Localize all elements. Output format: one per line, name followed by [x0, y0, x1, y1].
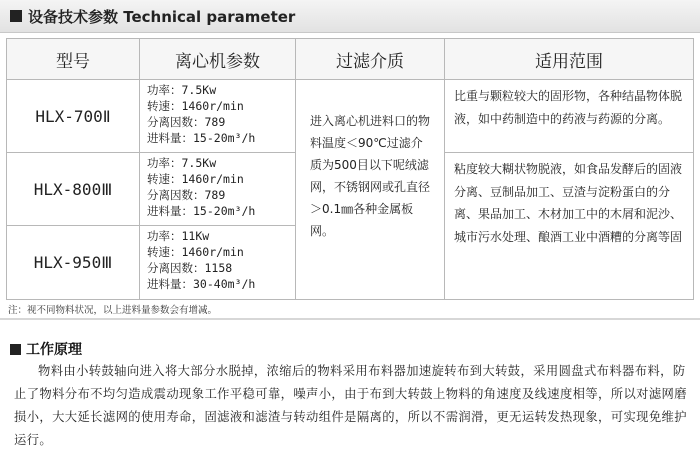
param-power: 功率：11Kw — [147, 229, 210, 243]
param-power: 功率：7.5Kw — [147, 83, 217, 97]
param-separation-factor: 分离因数：789 — [147, 188, 226, 202]
model-cell: HLX-700Ⅱ — [6, 79, 140, 153]
divider — [0, 318, 700, 320]
square-bullet-icon — [10, 10, 22, 22]
table-footnote: 注：视不同物料状况，以上进料量参数会有增减。 — [8, 305, 218, 316]
param-feed-rate: 进料量：15-20m³/h — [147, 131, 256, 145]
param-speed: 转速：1460r/min — [147, 99, 244, 113]
section-header — [0, 0, 700, 33]
param-feed-rate: 进料量：30-40m³/h — [147, 277, 256, 291]
working-principle-title: 工作原理 — [26, 342, 82, 358]
param-cell — [139, 79, 296, 153]
param-separation-factor: 分离因数：789 — [147, 115, 226, 129]
param-cell — [139, 225, 296, 300]
param-speed: 转速：1460r/min — [147, 172, 244, 186]
column-header-model: 型号 — [6, 38, 140, 80]
param-power: 功率：7.5Kw — [147, 156, 217, 170]
model-cell: HLX-950Ⅲ — [6, 225, 140, 300]
application-cell: 粘度较大糊状物脱液，如食品发酵后的固液分离、豆制品加工、豆渣与淀粉蛋白的分离、果品加工、木材加工中的木屑和泥沙、城市污水处理、酿酒工业中酒糟的分离等固 — [444, 152, 694, 300]
param-cell — [139, 152, 296, 226]
parameter-table — [6, 38, 694, 300]
square-bullet-icon — [10, 344, 21, 355]
working-principle-text: 物料由小转鼓轴向进入将大部分水脱掉，浓缩后的物料采用布料器加速旋转布到大转鼓，采用圆盘式布料器布料，防止了物料分布不均匀造成震动现象工作平稳可靠，噪声小，由于布到大转鼓上物料的角速度及线速度相等，所以对滤网磨损小，大大延长滤网的使用寿命，固滤液和滤渣与转动组件是隔离的，所以不需润滑，更无运转发热现象，可实现免维护运行。 — [14, 364, 687, 447]
section-title: 设备技术参数 Technical parameter — [28, 8, 296, 26]
column-header-filter: 过滤介质 — [295, 38, 445, 80]
application-cell: 比重与颗粒较大的固形物，各种结晶物体脱液，如中药制造中的药液与药源的分离。 — [444, 79, 694, 153]
column-header-application: 适用范围 — [444, 38, 694, 80]
filter-medium-cell: 进入离心机进料口的物料温度＜90℃过滤介质为500目以下呢绒滤网，不锈钢网或孔直径＞0.1㎜各种金属板网。 — [295, 79, 445, 300]
param-feed-rate: 进料量：15-20m³/h — [147, 204, 256, 218]
param-speed: 转速：1460r/min — [147, 245, 244, 259]
param-separation-factor: 分离因数：1158 — [147, 261, 233, 275]
column-header-params: 离心机参数 — [139, 38, 296, 80]
working-principle-heading — [10, 339, 82, 359]
model-cell: HLX-800Ⅲ — [6, 152, 140, 226]
